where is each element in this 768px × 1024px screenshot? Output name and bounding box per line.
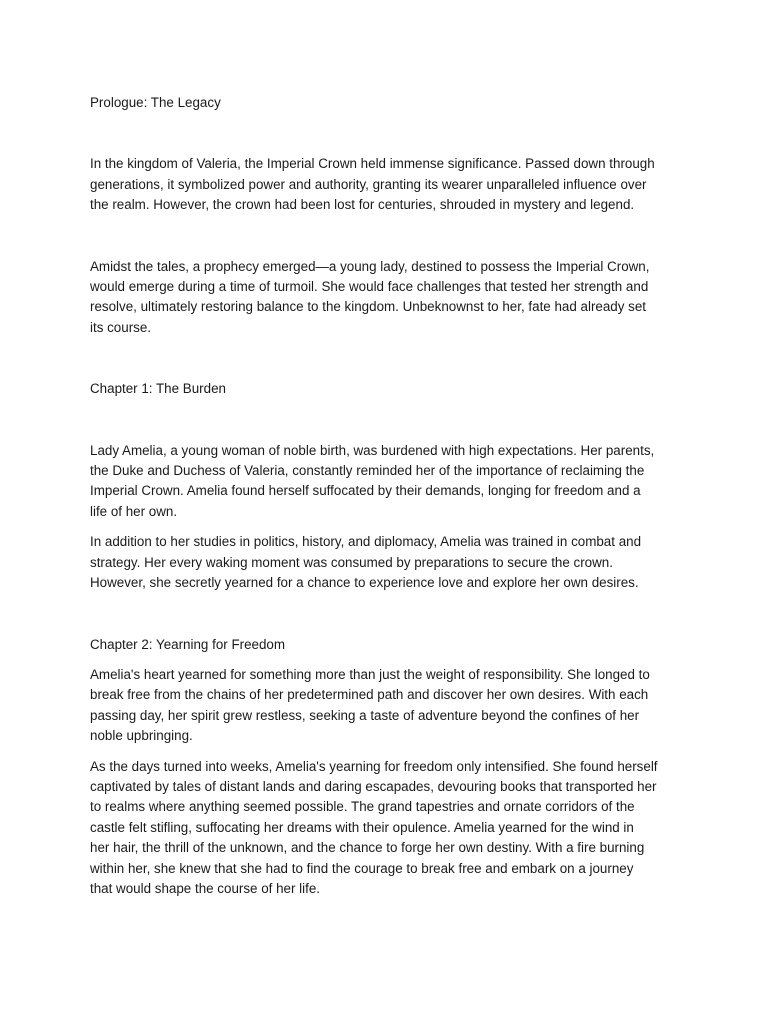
chapter2-paragraph-2: As the days turned into weeks, Amelia's yearning for freedom only intensified. She found herself captivated by tales of distant lands and daring escapades, devouring books that transported her to realms where anything seemed possible. The grand tapestries and ornate corridors of the castle felt stifling, suffocating her dreams with their opulence. Amelia yearned for the wind in her hair, the thrill of the unknown, and the chance to forge her own destiny. With a fire burning within her, she knew that she had to find the courage to break free and embark on a journey that would shape the course of her life. (90, 758, 658, 896)
chapter1-paragraph-1: Lady Amelia, a young woman of noble birth, was burdened with high expectations. Her parents, the Duke and Duchess of Valeria, constantly reminded her of the importance of reclaiming the Imperial Crown. Amelia found herself suffocated by their demands, longing for freedom and a life of her own. (90, 442, 655, 519)
chapter1-heading: Chapter 1: The Burden (90, 381, 226, 397)
prologue-paragraph-2: Amidst the tales, a prophecy emerged—a young lady, destined to possess the Imperial Crown, would emerge during a time of turmoil. She would face challenges that tested her strength and resolve, ultimately restoring balance to the kingdom. Unbeknownst to her, fate had already set its course. (90, 258, 650, 335)
chapter2-heading: Chapter 2: Yearning for Freedom (90, 636, 286, 652)
document-body (90, 93, 690, 940)
prologue-heading: Prologue: The Legacy (90, 95, 221, 110)
chapter2-paragraph-1: Amelia's heart yearned for something more than just the weight of responsibility. She longed to break free from the chains of her predetermined path and discover her own desires. With each passing day, her spirit grew restless, seeking a taste of adventure beyond the confines of her noble upbringing. (90, 666, 650, 744)
chapter1-paragraph-2: In addition to her studies in politics, history, and diplomacy, Amelia was trained in combat and strategy. Her every waking moment was consumed by preparations to secure the crown. However, she secretly yearned for a chance to experience love and explore her own desires. (90, 534, 642, 591)
prologue-paragraph-1: In the kingdom of Valeria, the Imperial Crown held immense significance. Passed down through generations, it symbolized power and authority, granting its wearer unparalleled influence over the realm. However, the crown had been lost for centuries, shrouded in mystery and legend. (90, 156, 655, 213)
